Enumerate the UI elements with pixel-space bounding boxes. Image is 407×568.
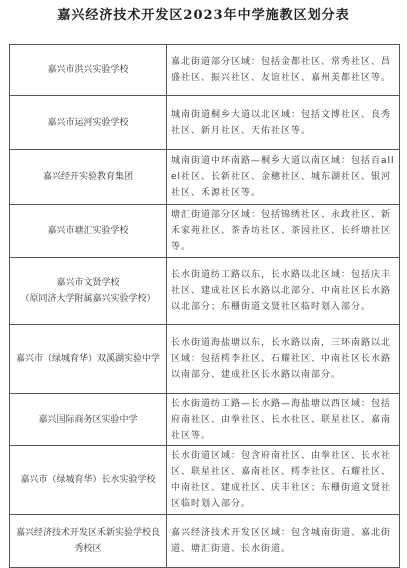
school-name: 嘉兴经济技术开发区禾新实验学校良秀校区 — [10, 515, 167, 568]
school-district-table — [9, 44, 400, 568]
district-area: 长水街道纺工路—长水路—海盐塘以西区域：包括府南社区、由拳社区、长水社区、联星社区、嘉南社区等。 — [167, 394, 400, 446]
district-area: 长水街道区域：包含府南社区、由拳社区、长水社区、联星社区、嘉南社区、樗李社区、石耀社区、中南社区、建成社区、庆丰社区；东栅街道文贤社区临时划入部分。 — [167, 446, 400, 515]
table-row — [10, 150, 400, 205]
page-title: 嘉兴经济技术开发区2023年中学施教区划分表 — [57, 8, 350, 23]
table-row — [10, 325, 400, 394]
table-row — [10, 205, 400, 258]
school-name: 嘉兴经开实验教育集团 — [10, 150, 167, 205]
district-area: 城南街道中环南路—桐乡大道以南区域：包括百allel社区、长新社区、金穗社区、城东湖社区、银河社区、禾源社区等。 — [167, 150, 400, 205]
table-row — [10, 96, 400, 150]
table-row — [10, 446, 400, 515]
district-area: 嘉北街道部分区域：包括金都社区、常秀社区、昌盛社区、振兴社区、友谊社区、嘉州美都社区等。 — [167, 45, 400, 96]
school-name: 嘉兴市（绿城育华）双溪湖实验中学 — [10, 325, 167, 394]
table-row — [10, 515, 400, 568]
table-row — [10, 45, 400, 96]
school-name: 嘉兴市（绿城育华）长水实验学校 — [10, 446, 167, 515]
school-name: 嘉兴国际商务区实验中学 — [10, 394, 167, 446]
school-name: 嘉兴市运河实验学校 — [10, 96, 167, 150]
table-row — [10, 258, 400, 325]
district-area: 长水街道海盐塘以东，长水路以南，三环南路以北区域：包括樗李社区、石耀社区、中南社区长水路以南部分、建成社区长水路以南部分。 — [167, 325, 400, 394]
district-area: 长水街道纺工路以东，长水路以北区域：包括庆丰社区、建成社区长水路以北部分、中南社区长水路以北部分；东栅街道文贤社区临时划入部分。 — [167, 258, 400, 325]
district-area: 塘汇街道部分区域：包括锦绣社区、永政社区、新禾家苑社区、茶香坊社区、茶园社区、长纤塘社区等。 — [167, 205, 400, 258]
school-name: 嘉兴市文贤学校 — [56, 278, 120, 288]
school-name-cell — [10, 258, 167, 325]
school-name: 嘉兴市洪兴实验学校 — [10, 45, 167, 96]
district-area: 嘉兴经济技术开发区区域：包含城南街道、嘉北街道、塘汇街道、长水街道。 — [167, 515, 400, 568]
district-area: 城南街道桐乡大道以北区域：包括文博社区、良秀社区、新月社区、天佑社区等。 — [167, 96, 400, 150]
table-row — [10, 394, 400, 446]
school-former-name: （原同济大学附属嘉兴实验学校） — [20, 294, 156, 304]
school-name: 嘉兴市塘汇实验学校 — [10, 205, 167, 258]
